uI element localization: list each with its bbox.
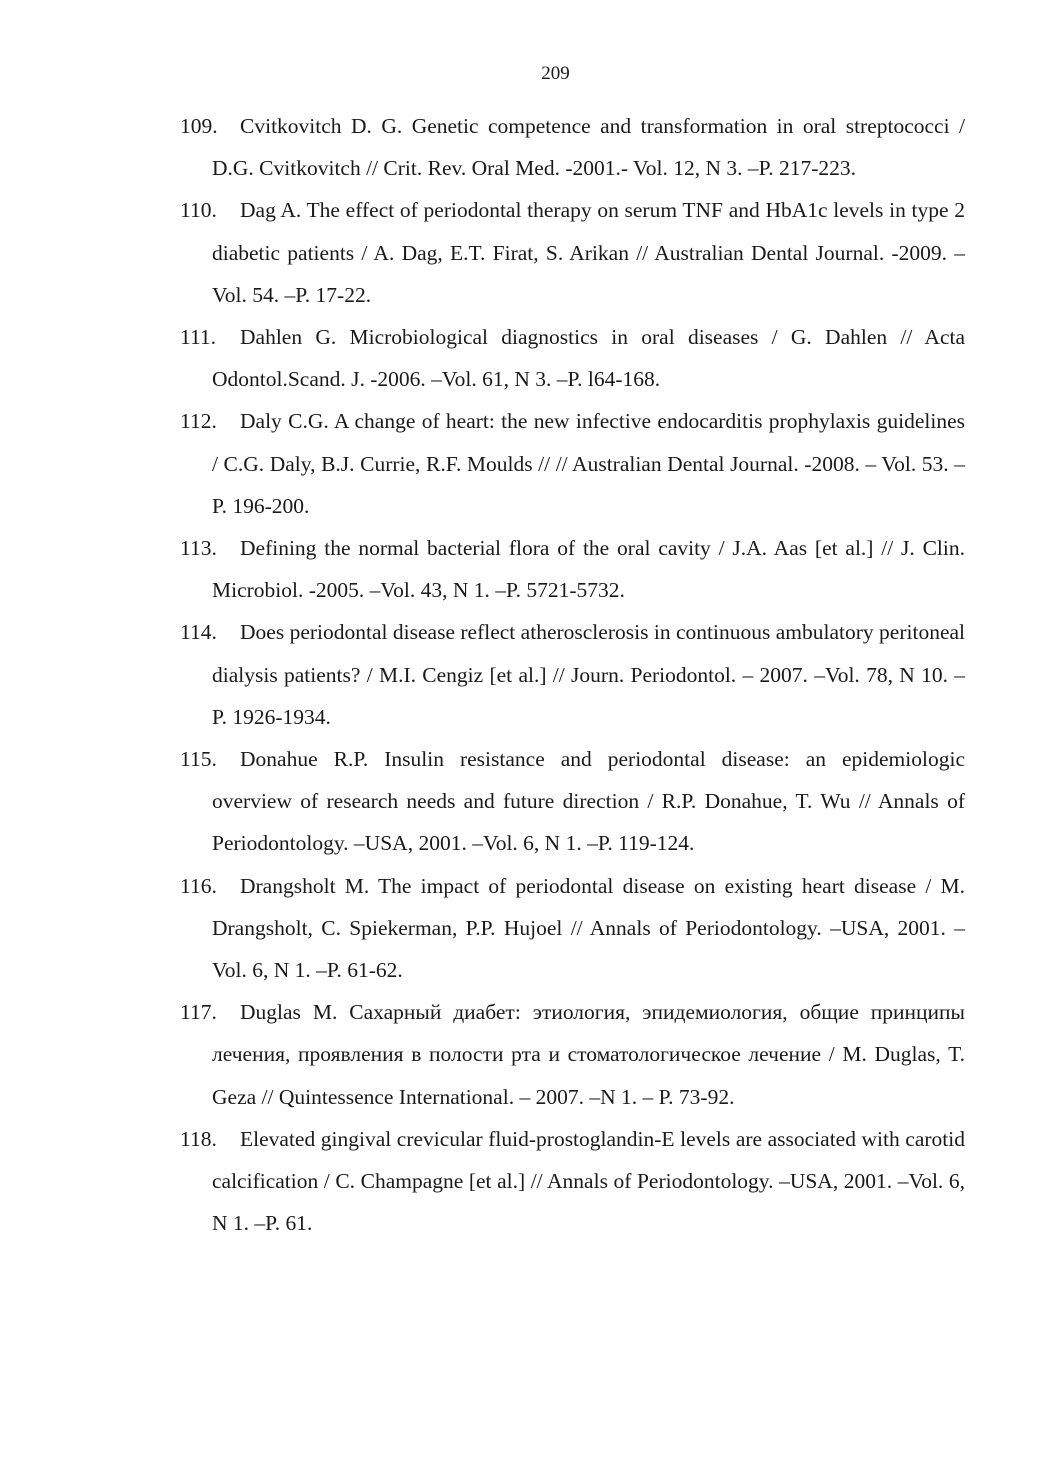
reference-number: 114. [180,620,217,645]
reference-item [180,189,965,316]
reference-number: 111. [180,325,217,350]
reference-item [180,611,965,738]
reference-number: 110. [180,198,217,223]
reference-number: 116. [180,873,217,898]
reference-text: Dag A. The effect of periodontal therapy on serum TNF and HbA1c levels in type 2 diabetic patients / A. Dag, E.T. Firat, S. Arikan // Australian Dental Journal. -2009. – Vol. 54. –P. 17-22. [212,198,965,307]
reference-number: 109. [180,114,218,138]
reference-number: 115. [180,747,217,772]
reference-item [180,105,965,189]
reference-text: Drangsholt M. The impact of periodontal disease on existing heart disease / M. Drangsholt, C. Spiekerman, P.P. Hujoel // Annals of Periodontology. –USA, 2001. –Vol. 6, N 1. –P. 61-62. [212,873,965,983]
reference-item [180,527,965,611]
reference-text: Does periodontal disease reflect atherosclerosis in continuous ambulatory peritoneal dialysis patients? / M.I. Cengiz [et al.] // Journ. Periodontol. – 2007. –Vol. 78, N 10. –P. 1926-1934. [212,620,965,729]
reference-item [180,316,965,400]
reference-list [180,105,965,1244]
reference-number: 112. [180,409,217,434]
reference-item [180,991,965,1118]
reference-number: 113. [180,536,217,561]
reference-item [180,865,965,992]
reference-text: Duglas M. Сахарный диабет: этиология, эпидемиология, общие принципы лечения, проявления в полости рта и стоматологическое лечение / M. Duglas, T. Geza // Quintessence International. – 2007. –N 1. – P. 73-92. [212,1000,965,1109]
page-number: 209 [541,63,570,84]
reference-number: 118. [180,1126,217,1151]
reference-text: Daly C.G. A change of heart: the new infective endocarditis prophylaxis guidelines / C.G. Daly, B.J. Currie, R.F. Moulds // // Australian Dental Journal. -2008. – Vol. 53. –P. 196-200. [212,409,965,518]
reference-text: Elevated gingival crevicular fluid-prostoglandin-E levels are associated with carotid calcification / C. Champagne [et al.] // Annals of Periodontology. –USA, 2001. –Vol. 6, N 1. –P. 61. [212,1126,965,1236]
reference-text: Donahue R.P. Insulin resistance and periodontal disease: an epidemiologic overview of research needs and future direction / R.P. Donahue, T. Wu // Annals of Periodontology. –USA, 2001. –Vol. 6, N 1. –P. 119-124. [212,747,965,856]
reference-number: 117. [180,1000,217,1025]
reference-text: Dahlen G. Microbiological diagnostics in oral diseases / G. Dahlen // Acta Odontol.Scand. J. -2006. –Vol. 61, N 3. –P. l64-168. [212,325,965,392]
reference-item [180,1118,965,1245]
reference-item [180,738,965,865]
reference-item [180,400,965,527]
reference-text: Defining the normal bacterial flora of the oral cavity / J.A. Aas [et al.] // J. Clin. Microbiol. -2005. –Vol. 43, N 1. –P. 5721-5732. [212,536,965,603]
reference-text: Cvitkovitch D. G. Genetic competence and transformation in oral streptococci / D.G. Cvitkovitch // Crit. Rev. Oral Med. -2001.- Vol. 12, N 3. –P. 217-223. [212,114,965,181]
